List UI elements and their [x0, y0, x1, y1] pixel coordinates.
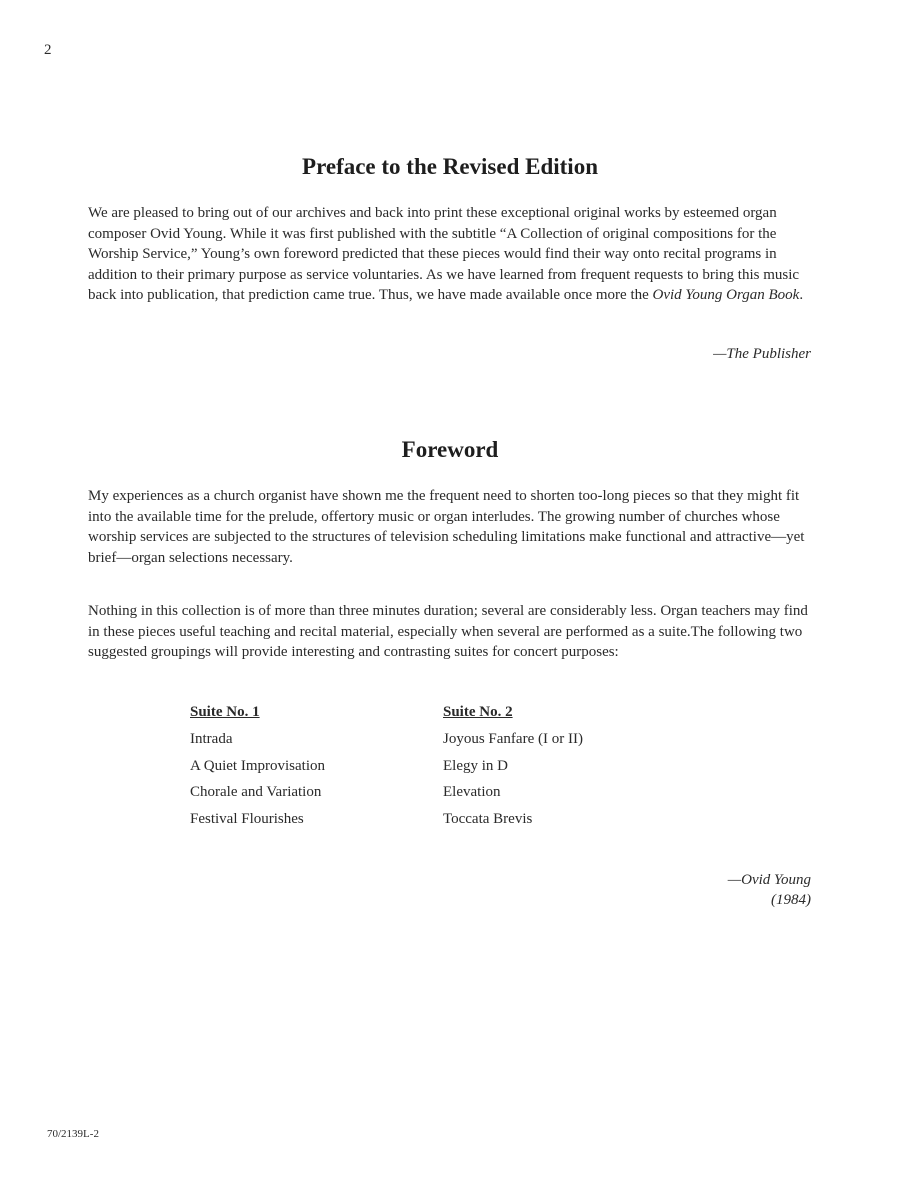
suite-2-item: Joyous Fanfare (I or II)	[443, 731, 583, 747]
publisher-signature: —The Publisher	[713, 346, 811, 362]
author-year: (1984)	[771, 892, 811, 908]
preface-title: Preface to the Revised Edition	[302, 154, 598, 179]
suite-1-item: Festival Flourishes	[190, 810, 304, 827]
author-name: —Ovid Young	[727, 872, 811, 888]
suite-1-item: A Quiet Improvisation	[190, 757, 325, 774]
preface-text: We are pleased to bring out of our archives and back into print these exceptional original works by esteemed organ composer Ovid Young. While it was first published with the subtitle “A Collection of original compositions for the Worship Service,” Young’s own foreword predicted that these pieces would find their way onto recital programs in addition to their primary purpose as service voluntaries. As we have learned from frequent requests to bring this music back into publication, that prediction came true. Thus, we have made available once more the	[88, 205, 800, 304]
foreword-paragraph-2: Nothing in this collection is of more than three minutes duration; several are considerably less. Organ teachers may find in these pieces useful teaching and recital material, especially when several are performed as a suite.The following two suggested groupings will provide interesting and contrasting suites for concert purposes:	[88, 603, 808, 661]
foreword-title: Foreword	[401, 437, 499, 462]
suite-1-list	[190, 702, 325, 835]
suite-2-title: Suite No. 2	[443, 704, 513, 720]
foreword-paragraph-1: My experiences as a church organist have shown me the frequent need to shorten too-long pieces so that they might fit into the available time for the prelude, offertory music or organ interludes. The growing number of churches whose worship services are subjected to the structures of television scheduling limitations make functional and attractive—yet brief—organ selections necessary.	[88, 488, 805, 566]
suite-2-item: Elevation	[443, 784, 501, 800]
author-signature	[728, 870, 811, 910]
suite-1-title: Suite No. 1	[190, 704, 260, 720]
preface-text-end: .	[799, 287, 804, 304]
preface-paragraph	[88, 203, 814, 306]
suite-1-item: Chorale and Variation	[190, 784, 322, 800]
suite-2-item: Toccata Brevis	[443, 810, 533, 827]
catalog-code: 70/2139L-2	[47, 1128, 99, 1140]
suite-2-list	[443, 702, 583, 835]
book-title: Ovid Young Organ Book	[652, 287, 800, 304]
suite-1-item: Intrada	[190, 731, 233, 747]
suite-2-item: Elegy in D	[443, 757, 508, 774]
page-number: 2	[44, 42, 52, 58]
